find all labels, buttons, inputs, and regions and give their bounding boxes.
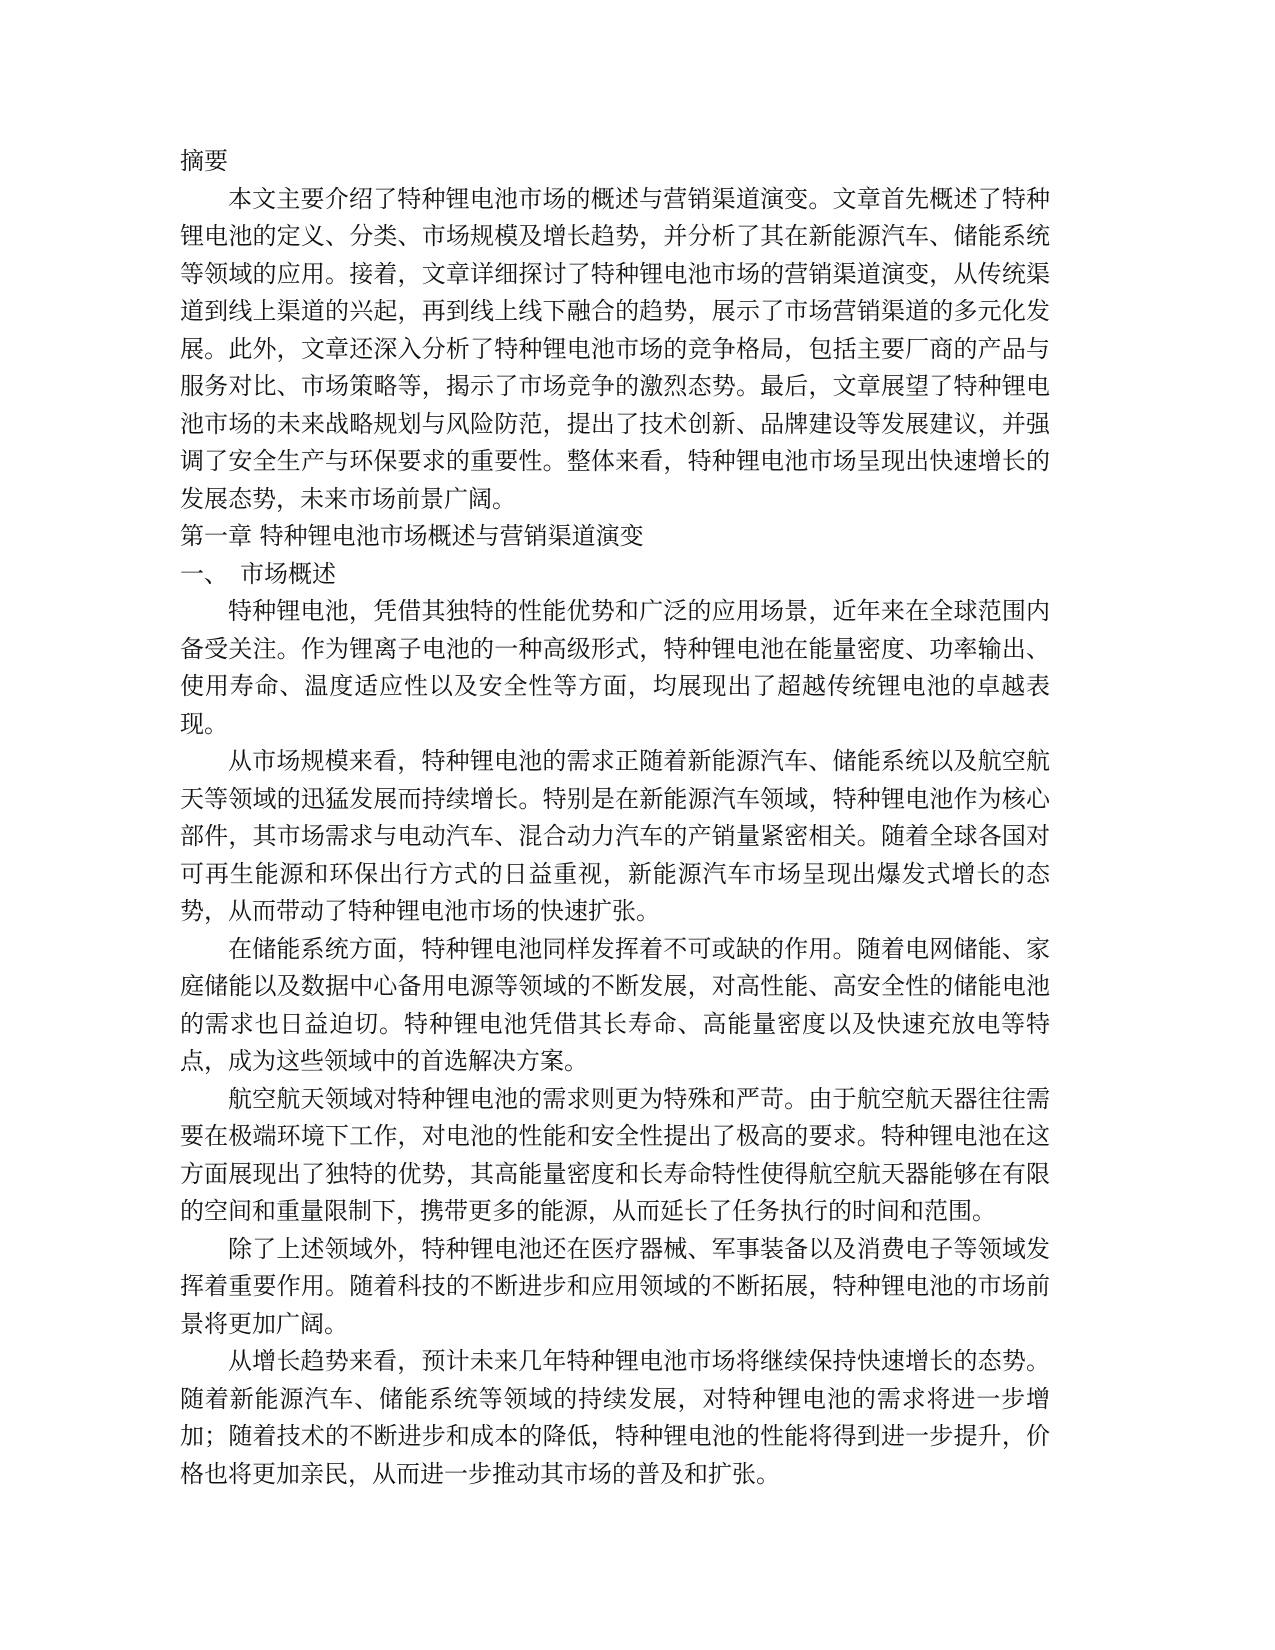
- section-heading: [180, 556, 1050, 594]
- abstract-title: 摘要: [180, 147, 228, 175]
- body-paragraph: 从增长趋势来看，预计未来几年特种锂电池市场将继续保持快速增长的态势。随着新能源汽车、储能系统等领域的持续发展，对特种锂电池的需求将进一步增加；随着技术的不断进步和成本的降低，特种锂电池的性能将得到进一步提升，价格也将更加亲民，从而进一步推动其市场的普及和扩张。: [180, 1347, 1050, 1488]
- chapter-title: 第一章 特种锂电池市场概述与营销渠道演变: [180, 522, 644, 550]
- section-title: 市场概述: [240, 559, 336, 588]
- body-paragraph: 在储能系统方面，特种锂电池同样发挥着不可或缺的作用。随着电网储能、家庭储能以及数据中心备用电源等领域的不断发展，对高性能、高安全性的储能电池的需求也日益迫切。特种锂电池凭借其长寿命、高能量密度以及快速充放电等特点，成为这些领域中的首选解决方案。: [180, 934, 1050, 1075]
- body-paragraph: 除了上述领域外，特种锂电池还在医疗器械、军事装备以及消费电子等领域发挥着重要作用。随着科技的不断进步和应用领域的不断拓展，特种锂电池的市场前景将更加广阔。: [180, 1234, 1050, 1338]
- section-number: 一、: [180, 559, 228, 588]
- abstract-paragraph: 本文主要介绍了特种锂电池市场的概述与营销渠道演变。文章首先概述了特种锂电池的定义、分类、市场规模及增长趋势，并分析了其在新能源汽车、储能系统等领域的应用。接着，文章详细探讨了特种锂电池市场的营销渠道演变，从传统渠道到线上渠道的兴起，再到线上线下融合的趋势，展示了市场营销渠道的多元化发展。此外，文章还深入分析了特种锂电池市场的竞争格局，包括主要厂商的产品与服务对比、市场策略等，揭示了市场竞争的激烈态势。最后，文章展望了特种锂电池市场的未来战略规划与风险防范，提出了技术创新、品牌建设等发展建议，并强调了安全生产与环保要求的重要性。整体来看，特种锂电池市场呈现出快速增长的发展态势，未来市场前景广阔。: [180, 184, 1050, 513]
- body-paragraph: 特种锂电池，凭借其独特的性能优势和广泛的应用场景，近年来在全球范围内备受关注。作为锂离子电池的一种高级形式，特种锂电池在能量密度、功率输出、使用寿命、温度适应性以及安全性等方面，均展现出了超越传统锂电池的卓越表现。: [180, 597, 1050, 738]
- body-paragraph: 航空航天领域对特种锂电池的需求则更为特殊和严苛。由于航空航天器往往需要在极端环境下工作，对电池的性能和安全性提出了极高的要求。特种锂电池在这方面展现出了独特的优势，其高能量密度和长寿命特性使得航空航天器能够在有限的空间和重量限制下，携带更多的能源，从而延长了任务执行的时间和范围。: [180, 1084, 1050, 1225]
- body-paragraph: 从市场规模来看，特种锂电池的需求正随着新能源汽车、储能系统以及航空航天等领域的迅猛发展而持续增长。特别是在新能源汽车领域，特种锂电池作为核心部件，其市场需求与电动汽车、混合动力汽车的产销量紧密相关。随着全球各国对可再生能源和环保出行方式的日益重视，新能源汽车市场呈现出爆发式增长的态势，从而带动了特种锂电池市场的快速扩张。: [180, 747, 1050, 925]
- document-page: [180, 143, 1050, 1493]
